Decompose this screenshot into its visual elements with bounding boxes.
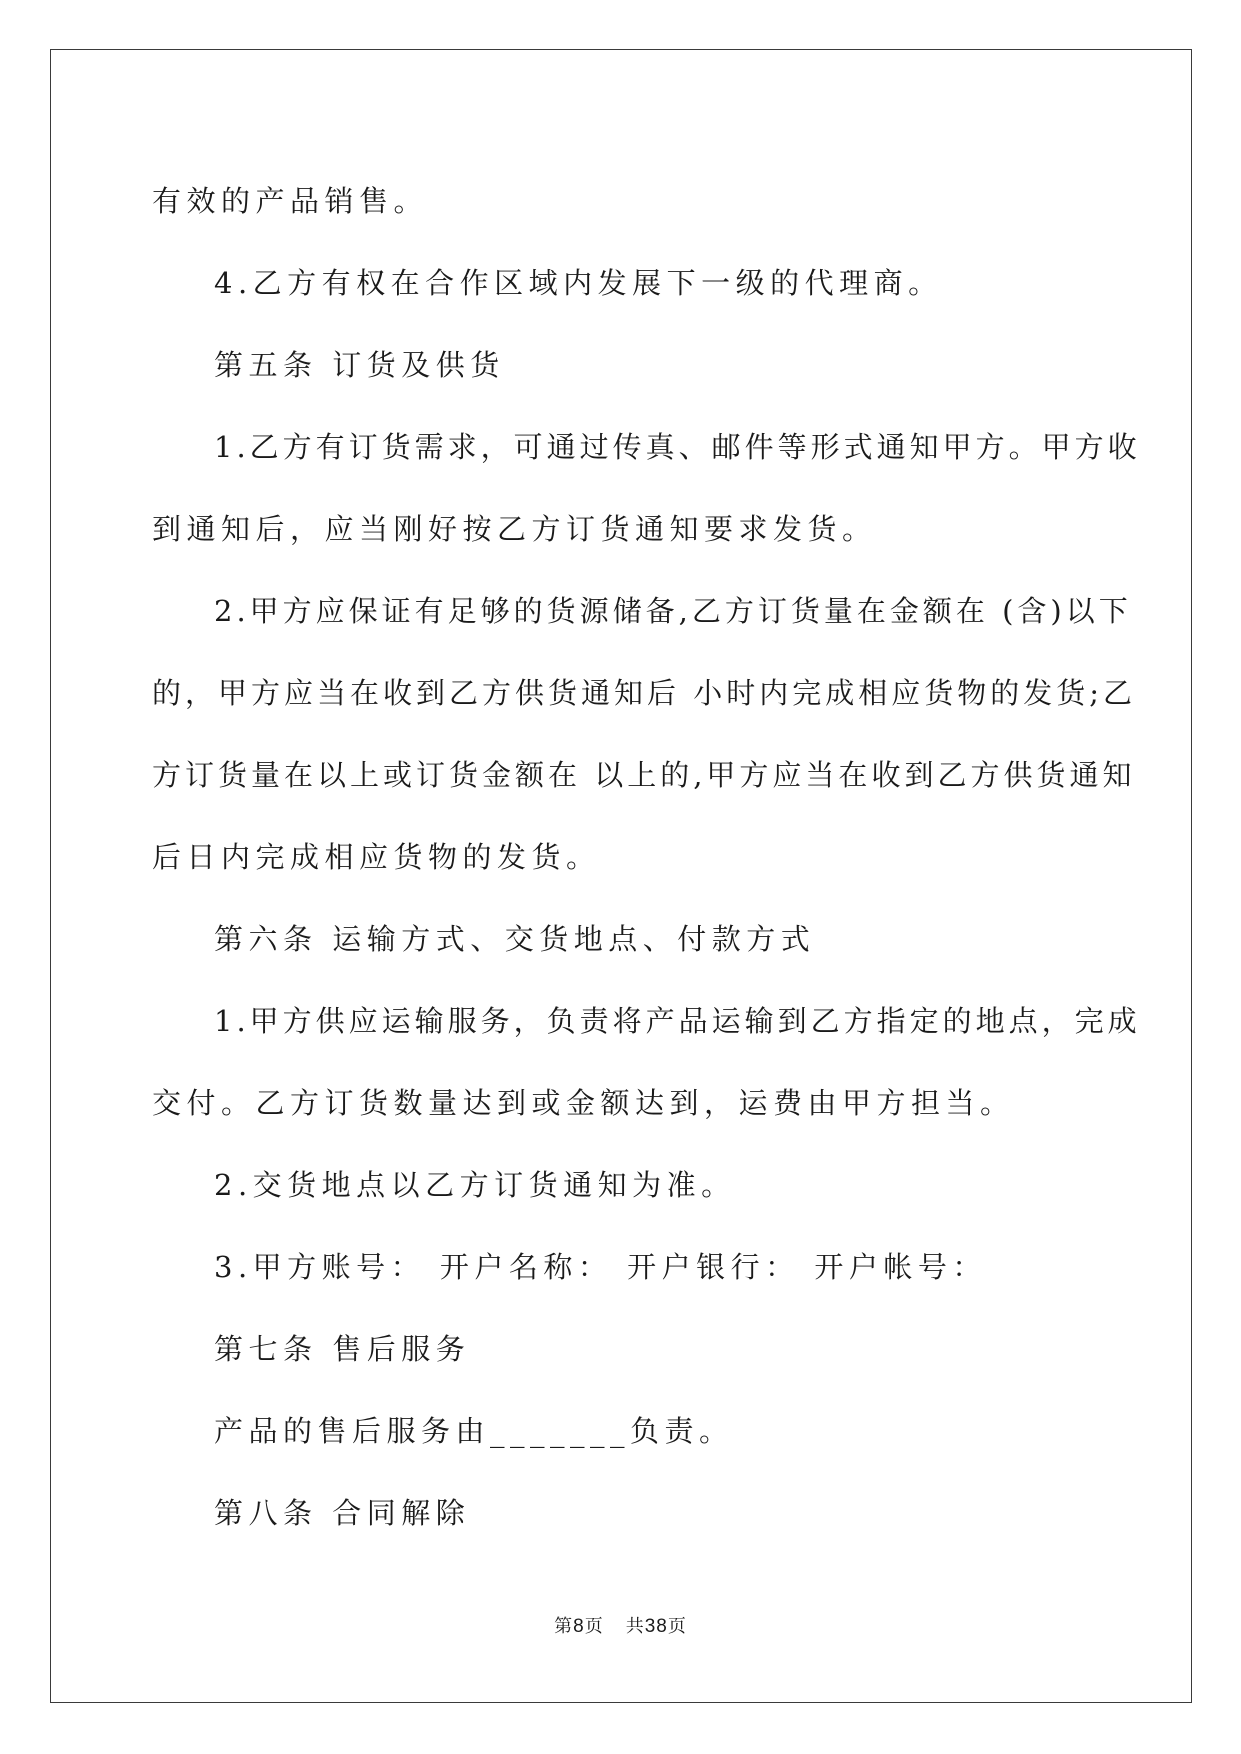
document-body — [152, 160, 1141, 1554]
paragraph-line: 4.乙方有权在合作区域内发展下一级的代理商。 — [214, 266, 943, 300]
footer-page-prefix: 第 — [554, 1616, 574, 1637]
paragraph-line: 后日内完成相应货物的发货。 — [152, 840, 601, 874]
paragraph-line: 3.甲方账号： 开户名称： 开户银行： 开户帐号： — [214, 1250, 987, 1284]
footer-page-suffix: 页 — [584, 1616, 604, 1637]
paragraph-line: 2.甲方应保证有足够的货源储备,乙方订货量在金额在 (含)以下 — [214, 594, 1132, 628]
paragraph-line: 2.交货地点以乙方订货通知为准。 — [214, 1168, 736, 1202]
footer-total-pages: 38 — [644, 1616, 668, 1637]
paragraph-line: 1.甲方供应运输服务，负责将产品运输到乙方指定的地点，完成 — [214, 1004, 1141, 1038]
paragraph-line: 产品的售后服务由_______负责。 — [214, 1414, 734, 1448]
paragraph-line: 方订货量在以上或订货金额在 以上的,甲方应当在收到乙方供货通知 — [152, 758, 1136, 792]
paragraph-line: 1.乙方有订货需求，可通过传真、邮件等形式通知甲方。甲方收 — [214, 430, 1141, 464]
footer-page-number: 8 — [573, 1616, 585, 1637]
paragraph-line: 第七条 售后服务 — [214, 1332, 471, 1366]
paragraph-line: 有效的产品销售。 — [152, 184, 429, 218]
footer-total-prefix: 共 — [625, 1616, 645, 1637]
paragraph-line: 第六条 运输方式、交货地点、付款方式 — [214, 922, 816, 956]
paragraph-line: 第五条 订货及供货 — [214, 348, 505, 382]
paragraph-line: 到通知后，应当刚好按乙方订货通知要求发货。 — [152, 512, 877, 546]
paragraph-line: 第八条 合同解除 — [214, 1496, 471, 1530]
footer-total-suffix: 页 — [667, 1616, 687, 1637]
paragraph-line: 的，甲方应当在收到乙方供货通知后 小时内完成相应货物的发货;乙 — [152, 676, 1136, 710]
page-footer — [0, 1612, 1241, 1638]
paragraph-line: 交付。乙方订货数量达到或金额达到，运费由甲方担当。 — [152, 1086, 1015, 1120]
